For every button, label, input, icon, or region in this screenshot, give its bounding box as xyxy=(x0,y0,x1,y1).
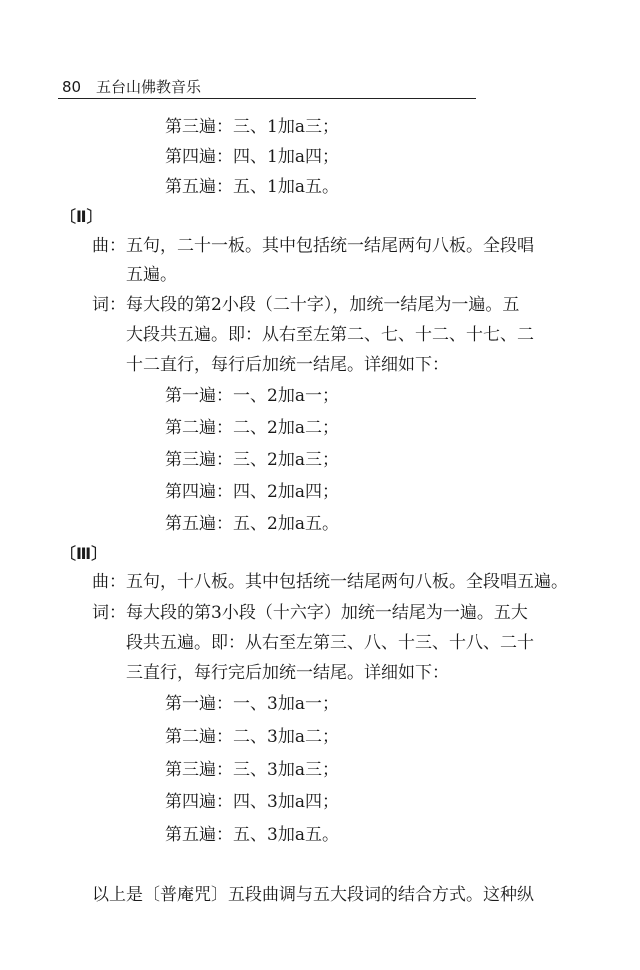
closing-paragraph: 以上是〔普庵咒〕五段曲调与五大段词的结合方式。这种纵 xyxy=(92,885,534,905)
qu-line: 五遍。 xyxy=(126,265,177,285)
page-number: 80 xyxy=(62,78,82,96)
verse-line: 第五遍：五、2加a五。 xyxy=(165,514,339,534)
verse-line: 第五遍：五、1加a五。 xyxy=(165,177,339,197)
verse-line: 第三遍：三、1加a三； xyxy=(165,117,339,137)
ci-line: 词：每大段的第2小段（二十字），加统一结尾为一遍。五 xyxy=(92,295,520,315)
verse-line: 第五遍：五、3加a五。 xyxy=(165,825,339,845)
section-marker-3: 〔Ⅲ〕 xyxy=(60,544,108,563)
verse-line: 第一遍：一、2加a一； xyxy=(165,386,339,406)
verse-line: 第三遍：三、2加a三； xyxy=(165,450,339,470)
header-rule xyxy=(58,98,476,99)
verse-line: 第四遍：四、2加a四； xyxy=(165,482,339,502)
ci-line: 三直行，每行完后加统一结尾。详细如下： xyxy=(126,663,449,683)
section-marker-2: 〔Ⅱ〕 xyxy=(60,207,103,226)
verse-line: 第二遍：二、2加a二； xyxy=(165,418,339,438)
verse-line: 第一遍：一、3加a一； xyxy=(165,694,339,714)
ci-line: 大段共五遍。即：从右至左第二、七、十二、十七、二 xyxy=(126,325,534,345)
ci-line: 段共五遍。即：从右至左第三、八、十三、十八、二十 xyxy=(126,633,534,653)
qu-line: 曲：五句，二十一板。其中包括统一结尾两句八板。全段唱 xyxy=(92,236,534,256)
ci-line: 十二直行，每行后加统一结尾。详细如下： xyxy=(126,355,449,375)
running-header xyxy=(62,76,474,98)
verse-line: 第四遍：四、1加a四； xyxy=(165,147,339,167)
verse-line: 第四遍：四、3加a四； xyxy=(165,792,339,812)
book-title: 五台山佛教音乐 xyxy=(96,78,202,96)
qu-line: 曲：五句，十八板。其中包括统一结尾两句八板。全段唱五遍。 xyxy=(92,572,568,592)
verse-line: 第三遍：三、3加a三； xyxy=(165,760,339,780)
verse-line: 第二遍：二、3加a二； xyxy=(165,727,339,747)
ci-line: 词：每大段的第3小段（十六字）加统一结尾为一遍。五大 xyxy=(92,603,528,623)
